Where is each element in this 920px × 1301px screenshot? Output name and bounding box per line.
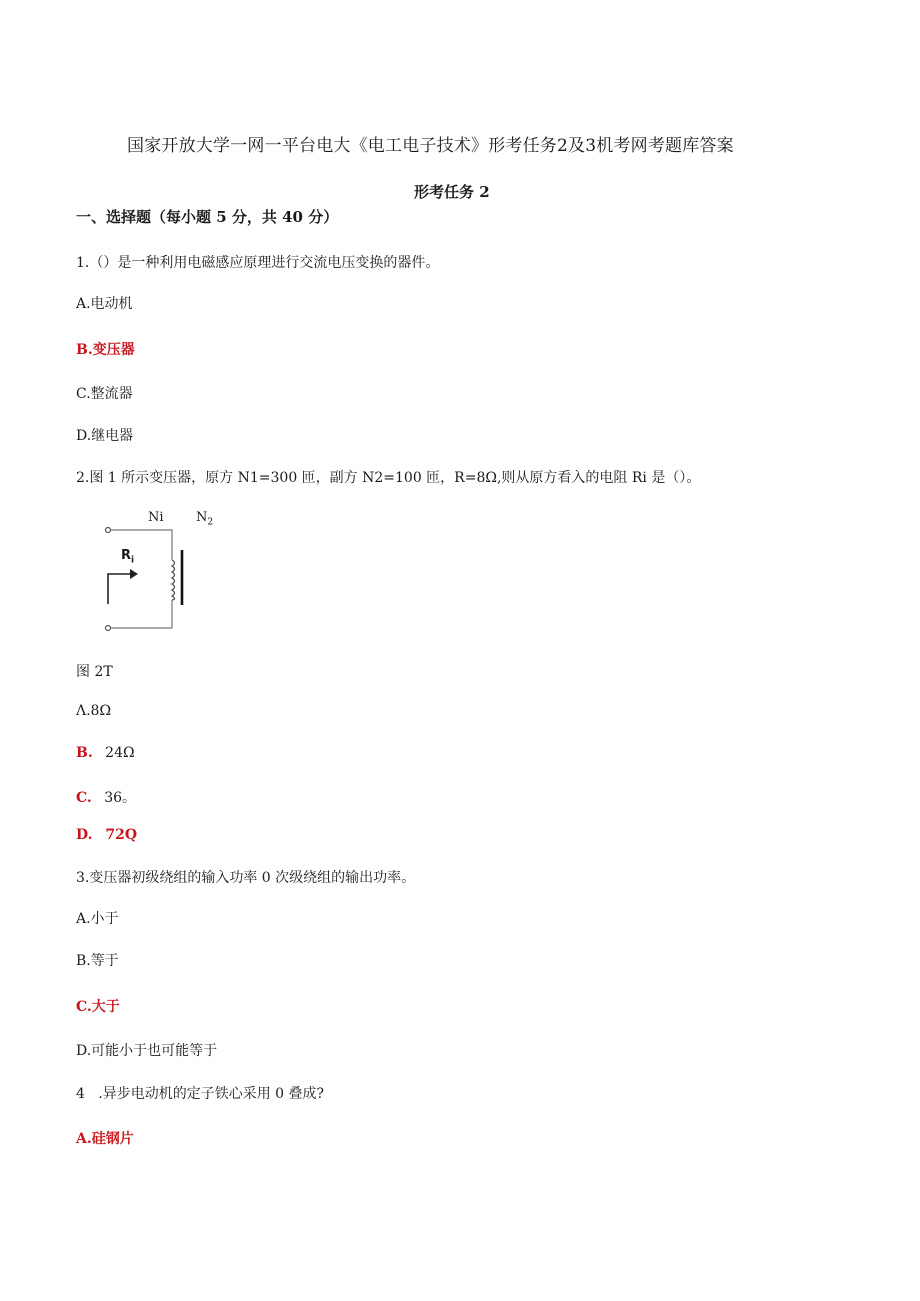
- section-title: 形考任务 2: [414, 183, 490, 201]
- option-d-value: 72Q: [105, 827, 138, 843]
- option-b-letter: B.: [76, 745, 93, 761]
- n2-letter: N: [196, 510, 208, 525]
- question-1-option-d: D.继电器: [76, 428, 134, 444]
- option-b-value: 24Ω: [105, 745, 135, 761]
- question-2-text: 2.图 1 所示变压器，原方 N1=300 匝，副方 N2=100 匝，R=8Ω,则从原方看入的电阻 Ri 是（）。: [76, 470, 701, 486]
- question-1-option-a: A.电动机: [76, 296, 133, 312]
- question-1-option-b-answer: B.变压器: [76, 342, 135, 358]
- question-2-option-b: [76, 745, 135, 761]
- n1-label: Ni: [148, 510, 164, 525]
- question-4-option-a-answer: A.硅钢片: [76, 1131, 134, 1147]
- question-2-option-c: [76, 787, 136, 807]
- n2-label: [196, 510, 213, 528]
- ri-letter: R: [121, 548, 132, 563]
- ri-subscript: i: [131, 555, 135, 566]
- option-c-value: 36。: [104, 790, 137, 806]
- question-2-option-a: Λ.8Ω: [76, 703, 112, 719]
- question-3-option-b: B.等于: [76, 953, 119, 969]
- question-1-text: 1.（）是一种利用电磁感应原理进行交流电压变换的器件。: [76, 255, 440, 271]
- question-4-text: 4 .异步电动机的定子铁心采用 0 叠成?: [76, 1086, 325, 1102]
- question-3-option-a: A.小于: [76, 911, 119, 927]
- question-3-text: 3.变压器初级绕组的输入功率 0 次级绕组的输出功率。: [76, 870, 416, 886]
- figure-caption: 图 2T: [76, 664, 113, 680]
- ri-label: [121, 548, 134, 566]
- option-c-letter: C.: [76, 790, 92, 806]
- question-3-option-c-answer: C.大于: [76, 999, 120, 1015]
- option-d-letter: D.: [76, 827, 93, 843]
- question-1-option-c: C.整流器: [76, 386, 133, 402]
- transformer-figure: [100, 508, 220, 638]
- question-3-option-d: D.可能小于也可能等于: [76, 1043, 218, 1059]
- document-title: 国家开放大学一网一平台电大《电工电子技术》形考任务2及3机考网考题库答案: [127, 136, 734, 156]
- n2-subscript: 2: [207, 517, 214, 528]
- part-title: 一、选择题（每小题 5 分，共 40 分）: [76, 208, 339, 226]
- question-2-option-d-answer: [76, 827, 137, 843]
